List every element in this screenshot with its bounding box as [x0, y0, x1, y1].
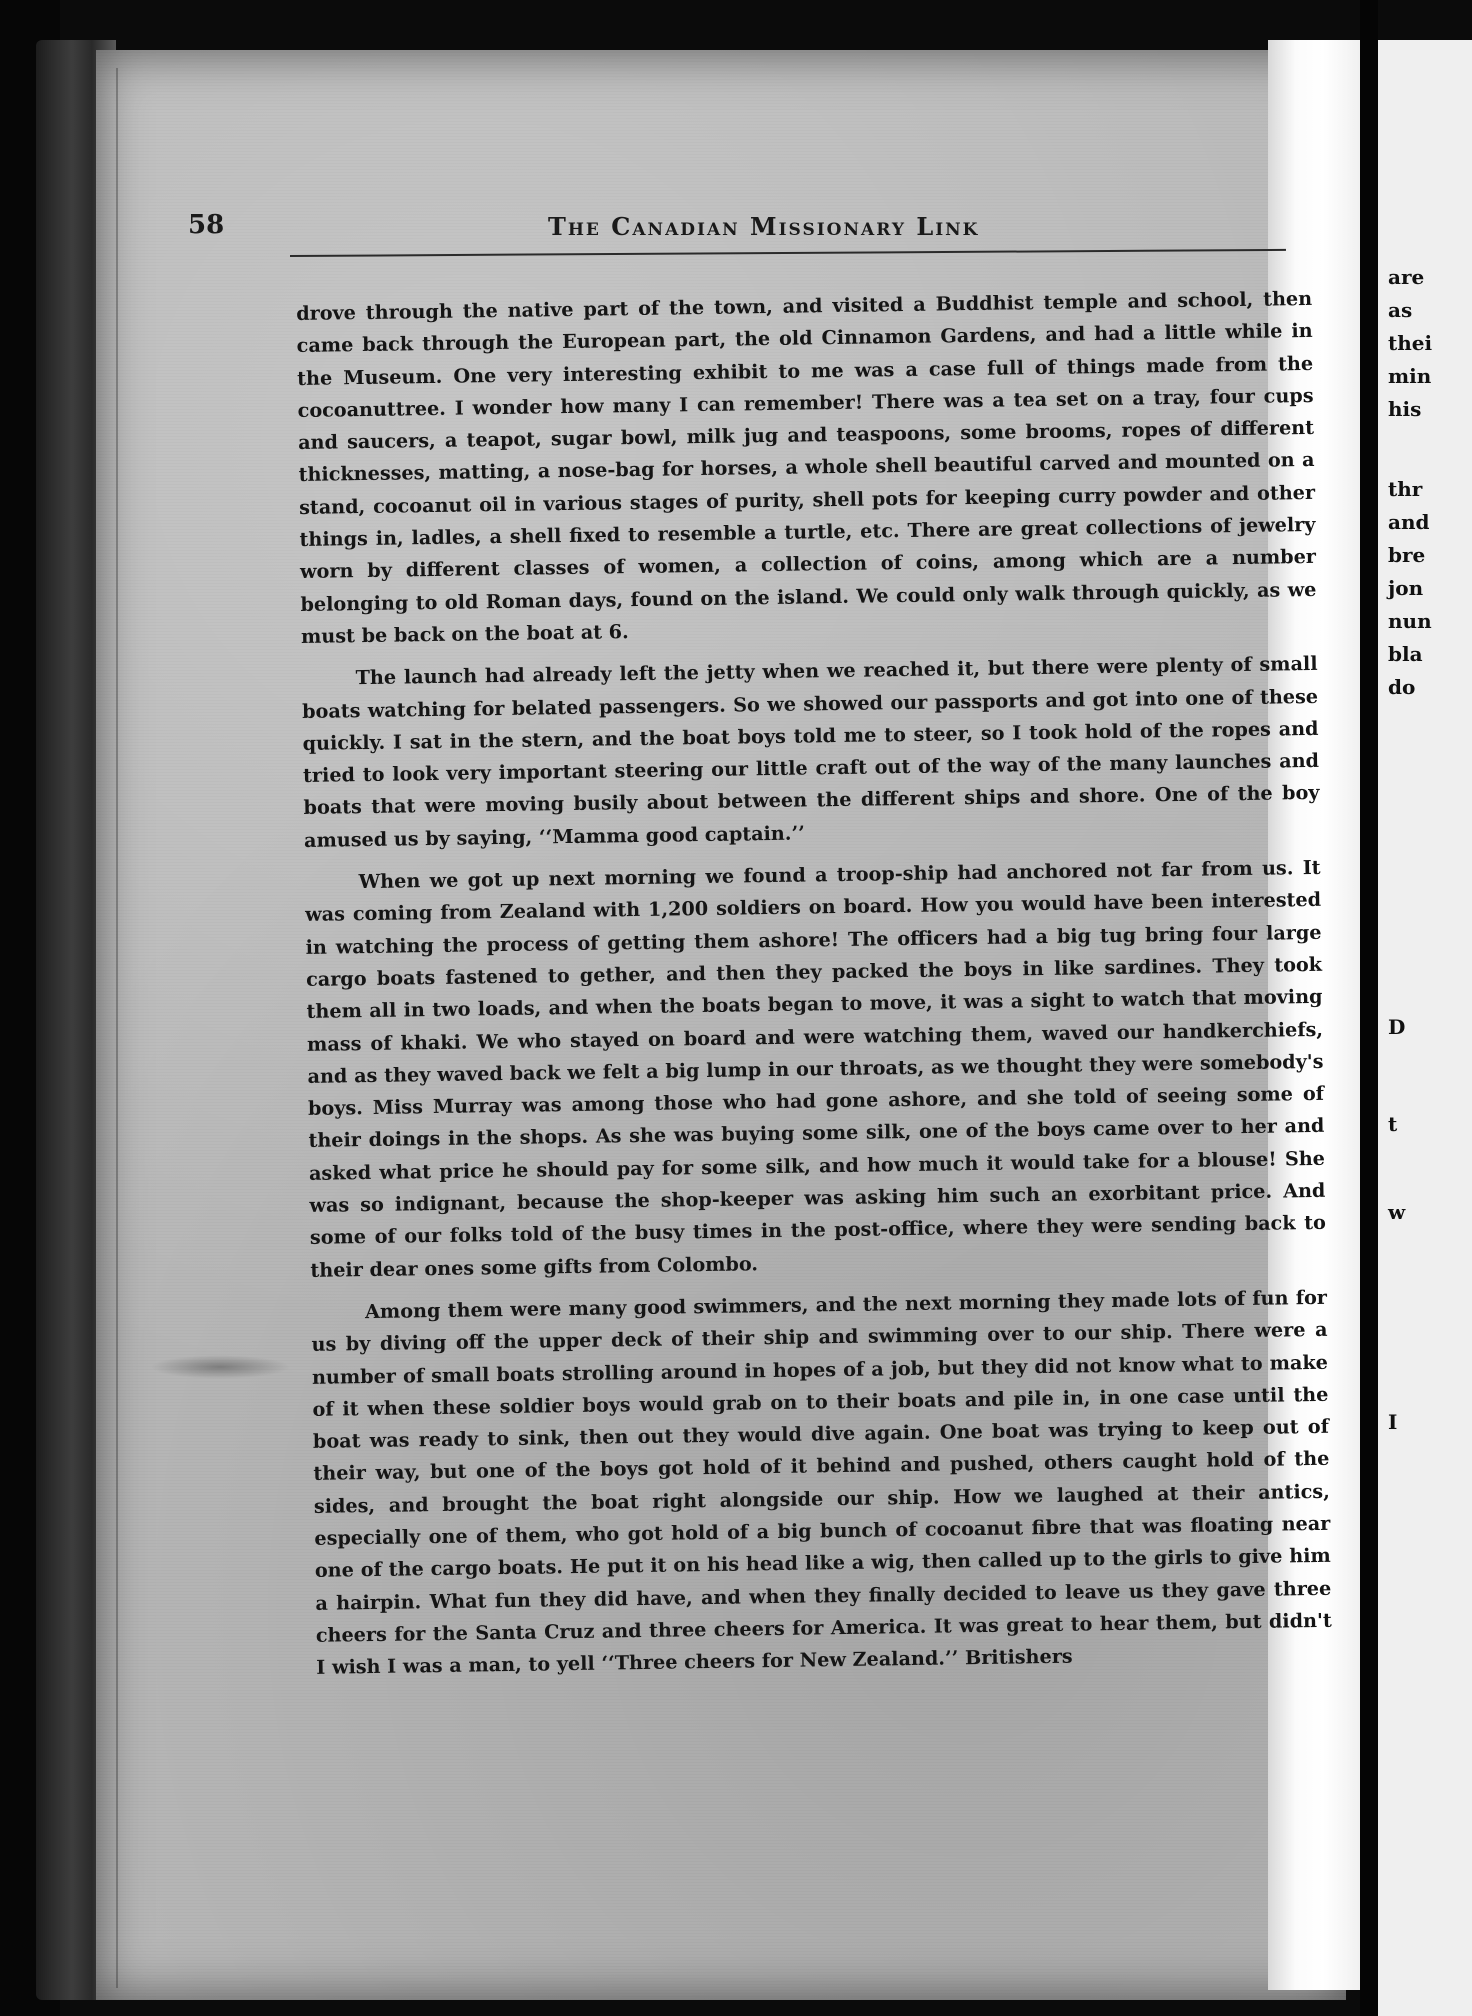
adjacent-page-fragment: are	[1388, 265, 1425, 289]
adjacent-page-fragment: min	[1388, 364, 1432, 388]
adjacent-page-fragment: thr	[1388, 477, 1423, 501]
adjacent-page-fragment: I	[1388, 1410, 1398, 1434]
paragraph: When we got up next morning we found a troop-ship had anchored not far from us. It was coming from Zealand with 1,200 soldiers on board. How you would have been interested in watching the process of getting them ashore! The officers had a big tug bring four large cargo boats fastened to gether, and then they packed the boys in like sardines. They took them all in two loads, and when the boats began to move, it was a sight to watch that moving mass of khaki. We who stayed on board and were watching them, waved our handkerchiefs, and as they waved back we felt a big lump in our throats, as we thought they were somebody's boys. Miss Murray was among those who had gone ashore, and she told of seeing some of their doings in the shops. As she was buying some silk, one of the boys came over to her and asked what price he should pay for some silk, and how much it would take for a blouse! She was so indignant, because the shop-keeper was asking him such an exorbitant price. And some of our folks told of the busy times in the post-office, where they were sending back to their dear ones some gifts from Colombo.	[304, 855, 1327, 1282]
page-gutter	[1360, 0, 1378, 2016]
article-body	[296, 283, 1333, 1694]
ink-smudge	[150, 1355, 290, 1379]
adjacent-page-fragment: thei	[1388, 331, 1433, 355]
adjacent-page-fragment: as	[1388, 298, 1413, 322]
adjacent-page	[1378, 40, 1472, 2016]
adjacent-page-fragment: bre	[1388, 543, 1426, 567]
running-title: The Canadian Missionary Link	[548, 212, 980, 241]
adjacent-page-fragment: w	[1388, 1200, 1406, 1224]
adjacent-page-fragment: D	[1388, 1015, 1406, 1039]
paragraph: drove through the native part of the town, and visited a Buddhist temple and school, then came back through the European part, the old Cinnamon Gardens, and had a little while in the Museum. One very interesting exhibit to me was a case full of things made from the cocoanuttree. I wonder how many I can remember! There was a tea set on a tray, four cups and saucers, a teapot, sugar bowl, milk jug and teaspoons, some brooms, ropes of different thicknesses, matting, a nose-bag for horses, a whole shell beautiful carved and mounted on a stand, cocoanut oil in various stages of purity, shell pots for keeping curry powder and other things in, ladles, a shell fixed to resemble a turtle, etc. There are great collections of jewelry worn by different classes of women, a collection of coins, among which are a number belonging to old Roman days, found on the island. We could only walk through quickly, as we must be back on the boat at 6.	[296, 286, 1317, 648]
adjacent-page-fragment: t	[1388, 1112, 1398, 1136]
adjacent-page-fragment: nun	[1388, 609, 1432, 633]
page-number: 58	[188, 210, 225, 240]
paragraph: The launch had already left the jetty when we reached it, but there were plenty of small boats watching for belated passengers. So we showed our passports and got into one of these quickly. I sat in the stern, and the boat boys told me to steer, so I took hold of the ropes and tried to look very important steering our little craft out of the way of the many launches and boats that were moving busily about between the different ships and shore. One of the boy amused us by saying, ‘‘Mamma good captain.’’	[301, 652, 1320, 852]
adjacent-page-fragment: his	[1388, 397, 1422, 421]
adjacent-page-fragment: do	[1388, 675, 1416, 699]
page-header	[188, 210, 1288, 250]
adjacent-page-fragment: bla	[1388, 642, 1423, 666]
paragraph: Among them were many good swimmers, and the next morning they made lots of fun for us by diving off the upper deck of their ship and swimming over to our ship. There were a number of small boats strolling around in hopes of a job, but they did not know what to make of it when these soldier boys would grab on to their boats and pile in, in one case until the boat was ready to sink, then out they would dive again. One boat was trying to keep out of their way, but one of the boys got hold of it behind and pushed, others caught hold of the sides, and brought the boat right alongside our ship. How we laughed at their antics, especially one of them, who got hold of a big bunch of cocoanut fibre that was floating near one of the cargo boats. He put it on his head like a wig, then called up to the girls to give him a hairpin. What fun they did have, and when they finally decided to leave us they gave three cheers for the Santa Cruz and three cheers for America. It was great to hear them, but didn't I wish I was a man, to yell ‘‘Three cheers for New Zealand.’’ Britishers	[311, 1285, 1332, 1680]
adjacent-page-fragment: jon	[1388, 576, 1424, 600]
adjacent-page-fragment: and	[1388, 510, 1430, 534]
